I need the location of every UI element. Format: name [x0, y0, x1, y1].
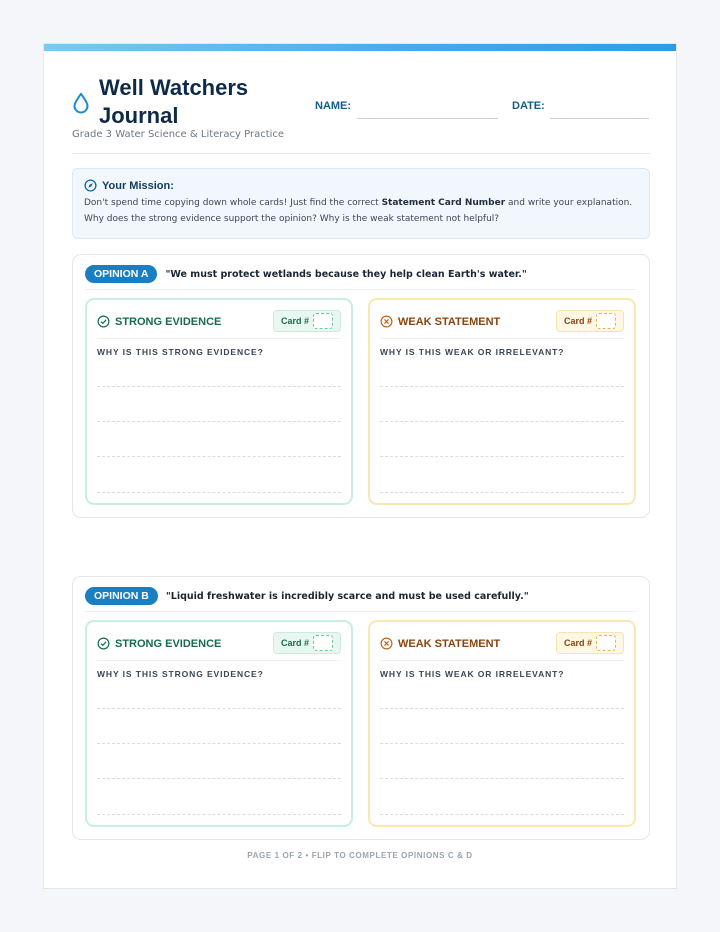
writing-line[interactable] — [380, 386, 624, 387]
worksheet-page — [43, 43, 677, 889]
compass-icon — [84, 179, 97, 192]
weak-statement-title — [380, 315, 500, 328]
check-circle-icon — [97, 315, 110, 328]
strong-evidence-title — [97, 637, 221, 650]
strong-evidence-panel — [85, 298, 353, 505]
panel-divider — [380, 338, 624, 339]
panel-divider — [97, 338, 341, 339]
mission-heading — [84, 179, 638, 192]
name-field[interactable] — [357, 118, 498, 119]
panel-title-text: STRONG EVIDENCE — [115, 637, 222, 650]
writing-line[interactable] — [97, 708, 341, 709]
card-number-label: Card # — [281, 316, 310, 326]
opinion-badge: OPINION A — [85, 265, 157, 283]
header-divider — [72, 153, 650, 154]
mission-text-part: and write your explanation. Why does the strong evidence support the opinion? Why is the weak statement not helpful? — [84, 198, 633, 224]
writing-line[interactable] — [97, 492, 341, 493]
card-number-input[interactable] — [313, 635, 333, 651]
name-label: NAME: — [315, 100, 352, 112]
x-circle-icon — [380, 637, 393, 650]
mission-text — [84, 195, 638, 227]
opinion-b-card — [72, 576, 650, 840]
writing-line[interactable] — [380, 743, 624, 744]
writing-line[interactable] — [97, 386, 341, 387]
panel-title-text: WEAK STATEMENT — [398, 315, 501, 328]
header — [72, 74, 650, 154]
panel-divider — [97, 660, 341, 661]
page-subtitle: Grade 3 Water Science & Literacy Practice — [72, 129, 285, 140]
water-drop-icon — [72, 92, 90, 114]
card-number-box — [273, 632, 341, 654]
mission-title: Your Mission: — [102, 179, 174, 192]
opinion-header — [85, 265, 637, 290]
card-number-input[interactable] — [596, 313, 616, 329]
weak-question: WHY IS THIS WEAK OR IRRELEVANT? — [380, 669, 565, 679]
weak-statement-panel — [368, 620, 636, 827]
writing-line[interactable] — [97, 421, 341, 422]
mission-box — [72, 168, 650, 239]
writing-line[interactable] — [97, 743, 341, 744]
strong-question: WHY IS THIS STRONG EVIDENCE? — [97, 347, 264, 357]
strong-question: WHY IS THIS STRONG EVIDENCE? — [97, 669, 264, 679]
writing-line[interactable] — [97, 814, 341, 815]
card-number-label: Card # — [564, 638, 593, 648]
date-field[interactable] — [550, 118, 649, 119]
opinion-header — [85, 587, 637, 612]
panel-title-text: STRONG EVIDENCE — [115, 315, 222, 328]
writing-line[interactable] — [380, 708, 624, 709]
writing-line[interactable] — [380, 814, 624, 815]
card-number-box — [556, 310, 624, 332]
opinion-quote: "We must protect wetlands because they help clean Earth's water." — [165, 268, 527, 280]
strong-evidence-panel — [85, 620, 353, 827]
writing-line[interactable] — [380, 492, 624, 493]
card-number-box — [273, 310, 341, 332]
weak-statement-panel — [368, 298, 636, 505]
writing-line[interactable] — [97, 456, 341, 457]
writing-line[interactable] — [380, 456, 624, 457]
x-circle-icon — [380, 315, 393, 328]
page-footer: PAGE 1 OF 2 • FLIP TO COMPLETE OPINIONS C & D — [247, 851, 473, 860]
panel-divider — [380, 660, 624, 661]
weak-statement-title — [380, 637, 500, 650]
writing-line[interactable] — [380, 421, 624, 422]
mission-text-part: Don't spend time copying down whole cards! Just find the correct — [84, 198, 382, 208]
opinion-badge: OPINION B — [85, 587, 158, 605]
opinion-a-card — [72, 254, 650, 518]
writing-line[interactable] — [380, 778, 624, 779]
top-accent-bar — [44, 44, 676, 51]
card-number-input[interactable] — [313, 313, 333, 329]
card-number-box — [556, 632, 624, 654]
weak-question: WHY IS THIS WEAK OR IRRELEVANT? — [380, 347, 565, 357]
card-number-input[interactable] — [596, 635, 616, 651]
writing-line[interactable] — [97, 778, 341, 779]
panel-title-text: WEAK STATEMENT — [398, 637, 501, 650]
page-title: Well Watchers Journal — [99, 75, 249, 128]
card-number-label: Card # — [281, 638, 310, 648]
opinion-quote: "Liquid freshwater is incredibly scarce and must be used carefully." — [165, 590, 529, 602]
card-number-label: Card # — [564, 316, 593, 326]
strong-evidence-title — [97, 315, 221, 328]
check-circle-icon — [97, 637, 110, 650]
mission-text-bold: Statement Card Number — [381, 198, 506, 208]
date-label: DATE: — [512, 100, 545, 112]
